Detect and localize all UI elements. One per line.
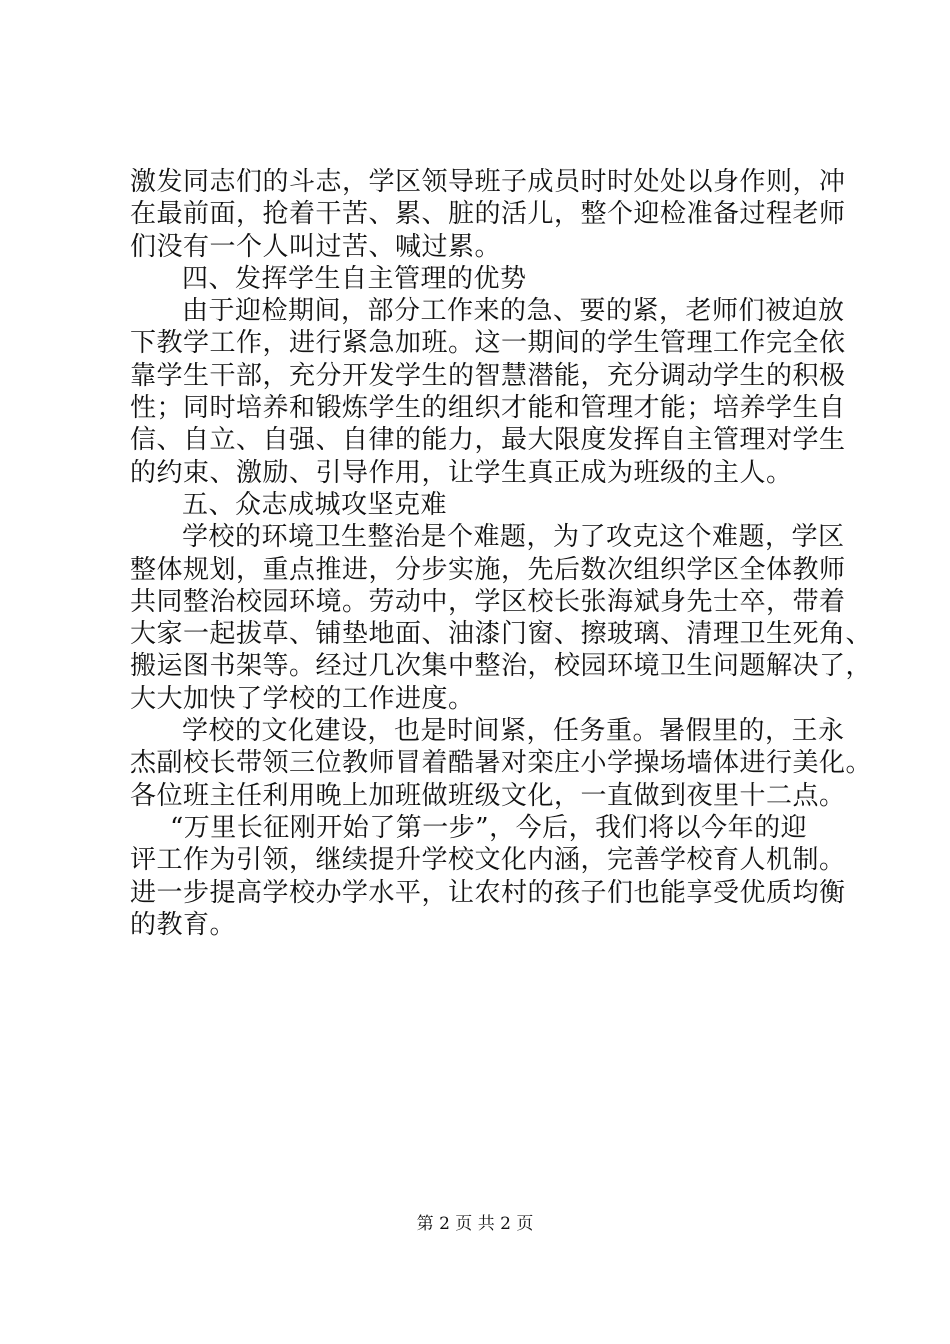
text-line: 杰副校长带领三位教师冒着酷暑对栾庄小学操场墙体进行美化。	[130, 748, 873, 779]
text-line: 各位班主任利用晚上加班做班级文化，一直做到夜里十二点。	[130, 780, 846, 811]
text-line: 在最前面，抢着干苦、累、脏的活儿，整个迎检准备过程老师	[130, 199, 846, 230]
text-line: 性；同时培养和锻炼学生的组织才能和管理才能；培养学生自	[130, 393, 846, 424]
text-line: 大家一起拔草、铺垫地面、油漆门窗、擦玻璃、清理卫生死角、	[130, 619, 873, 650]
text-line: 进一步提高学校办学水平，让农村的孩子们也能享受优质均衡	[130, 877, 846, 908]
text-line: 的教育。	[130, 909, 237, 940]
text-line: 激发同志们的斗志，学区领导班子成员时时处处以身作则，冲	[130, 167, 846, 197]
body-text	[130, 166, 873, 941]
text-line: 大大加快了学校的工作进度。	[130, 683, 475, 714]
text-line: 共同整治校园环境。劳动中，学区校长张海斌身先士卒，带着	[130, 586, 846, 617]
text-line: 信、自立、自强、自律的能力，最大限度发挥自主管理对学生	[130, 425, 846, 456]
text-line: 靠学生干部，充分开发学生的智慧潜能，充分调动学生的积极	[130, 360, 846, 391]
text-line: 由于迎检期间，部分工作来的急、要的紧，老师们被迫放	[182, 296, 845, 327]
text-line: 整体规划，重点推进，分步实施，先后数次组织学区全体教师	[130, 554, 846, 585]
page-footer: 第 2 页 共 2 页	[416, 1214, 534, 1234]
text-line: 学校的环境卫生整治是个难题，为了攻克这个难题，学区	[182, 522, 845, 553]
text-line: 搬运图书架等。经过几次集中整治，校园环境卫生问题解决了，	[130, 651, 873, 682]
section-heading-5: 五、众志成城攻坚克难	[182, 489, 448, 520]
section-heading-4: 四、发挥学生自主管理的优势	[182, 263, 527, 294]
text-line: “万里长征刚开始了第一步”，今后，我们将以今年的迎	[170, 812, 808, 843]
text-line: 下教学工作，进行紧急加班。这一期间的学生管理工作完全依	[130, 328, 846, 359]
text-line: 们没有一个人叫过苦、喊过累。	[130, 231, 502, 262]
text-line: 的约束、激励、引导作用，让学生真正成为班级的主人。	[130, 457, 793, 488]
text-line: 学校的文化建设，也是时间紧，任务重。暑假里的，王永	[182, 716, 845, 747]
text-line: 评工作为引领，继续提升学校文化内涵，完善学校育人机制。	[130, 845, 846, 876]
